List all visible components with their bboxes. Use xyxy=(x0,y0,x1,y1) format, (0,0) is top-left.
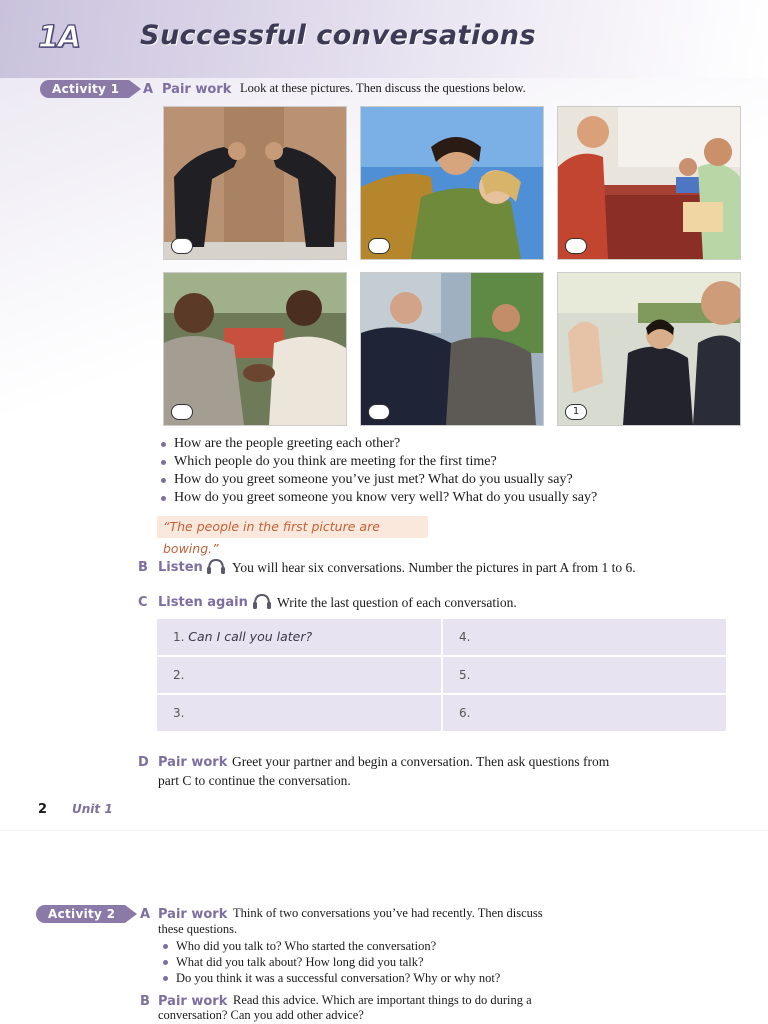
part-a-instruction: Look at these pictures. Then discuss the questions below. xyxy=(240,81,526,95)
photo-reception-handshake xyxy=(557,106,741,260)
part-d-instruction-line2: part C to continue the conversation. xyxy=(158,773,351,788)
photo-number-badge[interactable] xyxy=(368,404,390,420)
activity-1-label: Activity 1 xyxy=(52,82,120,96)
part-a-letter: A xyxy=(143,82,154,97)
answer-cell-5[interactable] xyxy=(443,657,726,693)
list-item: Who did you talk to? Who started the conversation? xyxy=(160,938,500,954)
activity-2-badge xyxy=(36,905,125,923)
activity2-part-b-line1: Read this advice. Which are important things to do during a xyxy=(233,993,532,1007)
activity2-part-b-letter: B xyxy=(140,994,150,1009)
answer-number: 4. xyxy=(459,630,471,644)
answer-cell-6[interactable] xyxy=(443,695,726,731)
activity-1-badge xyxy=(40,80,129,98)
part-a-label: Pair work xyxy=(162,82,232,97)
answer-cell-2[interactable] xyxy=(157,657,441,693)
photo-number-badge[interactable]: 1 xyxy=(565,404,587,420)
activity2-questions xyxy=(160,938,500,986)
part-d-letter: D xyxy=(138,755,149,770)
list-item: How are the people greeting each other? xyxy=(160,435,597,453)
photo-number-badge[interactable] xyxy=(171,238,193,254)
headphones-icon xyxy=(206,557,226,575)
photo-outdoor-handshake xyxy=(163,272,347,426)
answer-table xyxy=(157,619,726,731)
headphones-icon xyxy=(252,592,272,610)
activity2-part-a-line2: these questions. xyxy=(158,922,238,936)
answer-number: 1. xyxy=(173,630,185,644)
list-item: How do you greet someone you’ve just met? What do you usually say? xyxy=(160,471,597,489)
photo-number-badge[interactable] xyxy=(171,404,193,420)
activity2-part-a-letter: A xyxy=(140,907,151,922)
part-c-letter: C xyxy=(138,595,148,610)
unit-code: 1A xyxy=(38,20,81,55)
activity2-part-a-line1: Think of two conversations you’ve had recently. Then discuss xyxy=(233,906,543,920)
part-c-instruction: Write the last question of each conversation. xyxy=(277,595,517,610)
part-b-instruction: You will hear six conversations. Number the pictures in part A from 1 to 6. xyxy=(232,560,636,575)
part-b-label: Listen xyxy=(158,560,203,575)
photo-number-badge[interactable] xyxy=(368,238,390,254)
answer-cell-4[interactable] xyxy=(443,619,726,655)
photo-business-embrace xyxy=(360,272,544,426)
part-c-label: Listen again xyxy=(158,595,248,610)
page-number: 2 xyxy=(38,802,48,817)
activity-2-label: Activity 2 xyxy=(48,907,116,921)
answer-cell-3[interactable] xyxy=(157,695,441,731)
answer-cell-1[interactable] xyxy=(157,619,441,655)
part-b-letter: B xyxy=(138,560,148,575)
example-sentence: “The people in the first picture are bowing.” xyxy=(157,516,428,538)
answer-number: 6. xyxy=(459,706,471,720)
photo-bowing xyxy=(163,106,347,260)
part-d-label: Pair work xyxy=(158,755,228,770)
page-title: Successful conversations xyxy=(140,20,537,51)
discussion-questions xyxy=(160,435,597,507)
activity2-part-a-label: Pair work xyxy=(158,907,228,922)
activity2-part-b-line2: conversation? Can you add other advice? xyxy=(158,1008,364,1022)
answer-text: Can I call you later? xyxy=(188,629,313,644)
photo-office-wave xyxy=(557,272,741,426)
list-item: Do you think it was a successful conversation? Why or why not? xyxy=(160,970,500,986)
list-item: What did you talk about? How long did you talk? xyxy=(160,954,500,970)
page-divider xyxy=(0,830,768,831)
part-d-instruction-line1: Greet your partner and begin a conversation. Then ask questions from xyxy=(232,754,610,769)
answer-number: 3. xyxy=(173,706,185,720)
answer-number: 2. xyxy=(173,668,185,682)
list-item: Which people do you think are meeting for the first time? xyxy=(160,453,597,471)
activity2-part-b-label: Pair work xyxy=(158,994,228,1009)
photo-number-badge[interactable] xyxy=(565,238,587,254)
answer-number: 5. xyxy=(459,668,471,682)
unit-label: Unit 1 xyxy=(72,802,113,816)
photo-hugging xyxy=(360,106,544,260)
list-item: How do you greet someone you know very well? What do you usually say? xyxy=(160,489,597,507)
